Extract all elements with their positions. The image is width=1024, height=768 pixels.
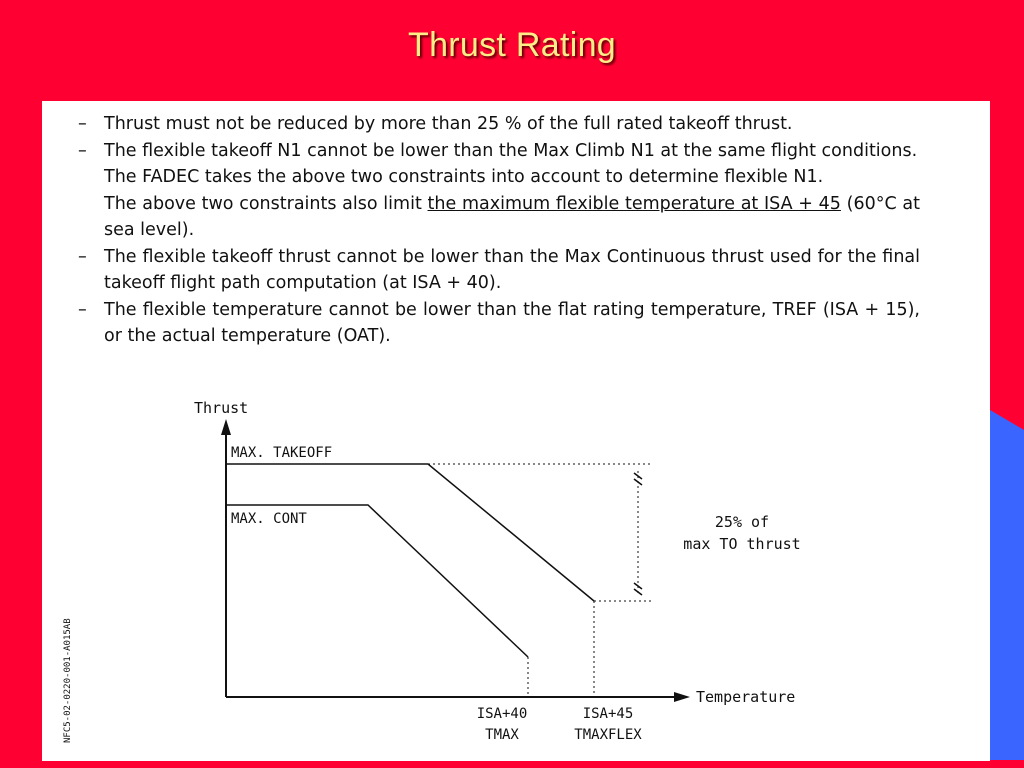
bullet-text: Thrust must not be reduced by more than 25 % of the full rated takeoff thrust. xyxy=(104,114,793,134)
tick-isa45-label: ISA+45 xyxy=(582,706,634,722)
tick-isa40-label: ISA+40 xyxy=(476,706,528,722)
content-panel xyxy=(42,101,990,761)
y-axis-label: Thrust xyxy=(194,399,249,417)
max-takeoff-curve xyxy=(226,464,594,601)
x-axis-arrow xyxy=(674,692,690,702)
max-cont-label: MAX. CONT xyxy=(231,511,307,527)
bullet-text: The flexible takeoff thrust cannot be lower than the Max Continuous thrust used for the final takeoff flight path computation (at ISA + 40). xyxy=(104,246,920,293)
reduction-annotation-line1: 25% of xyxy=(714,513,770,531)
tick-tmax-label: TMAX xyxy=(485,727,519,743)
dimension-break-top-icon xyxy=(634,473,642,485)
bullet-text: The flexible takeoff N1 cannot be lower than the Max Climb N1 at the same flight conditions. xyxy=(104,140,918,161)
dimension-break-bottom-icon xyxy=(634,583,642,595)
max-cont-curve xyxy=(226,505,528,657)
max-takeoff-label: MAX. TAKEOFF xyxy=(231,445,333,461)
x-axis-label: Temperature xyxy=(696,688,796,706)
limit-text-pre: The above two constraints also limit xyxy=(104,193,428,214)
tick-tmaxflex-label: TMAXFLEX xyxy=(574,727,642,743)
dash-marker: – xyxy=(78,299,87,320)
dash-marker: – xyxy=(78,246,87,267)
thrust-rating-diagram xyxy=(42,101,990,761)
limit-text-underlined: the maximum flexible temperature at ISA + 45 xyxy=(427,193,841,214)
limit-text-post: (60°C at sea level). xyxy=(104,193,921,240)
document-reference-code: NFC5-02-0220-001-A015AB xyxy=(63,618,73,743)
dash-marker: – xyxy=(78,114,87,134)
y-axis-arrow xyxy=(221,419,231,435)
reduction-annotation-line2: max TO thrust xyxy=(683,535,801,553)
dash-marker: – xyxy=(78,140,87,161)
bullet-text: The flexible temperature cannot be lower than the flat rating temperature, TREF (ISA + 15), or the actual temperature (OAT). xyxy=(104,299,920,346)
bullet-subtext-fadec: The FADEC takes the above two constraints into account to determine flexible N1. xyxy=(104,167,824,187)
slide-title: Thrust Rating xyxy=(408,26,616,64)
